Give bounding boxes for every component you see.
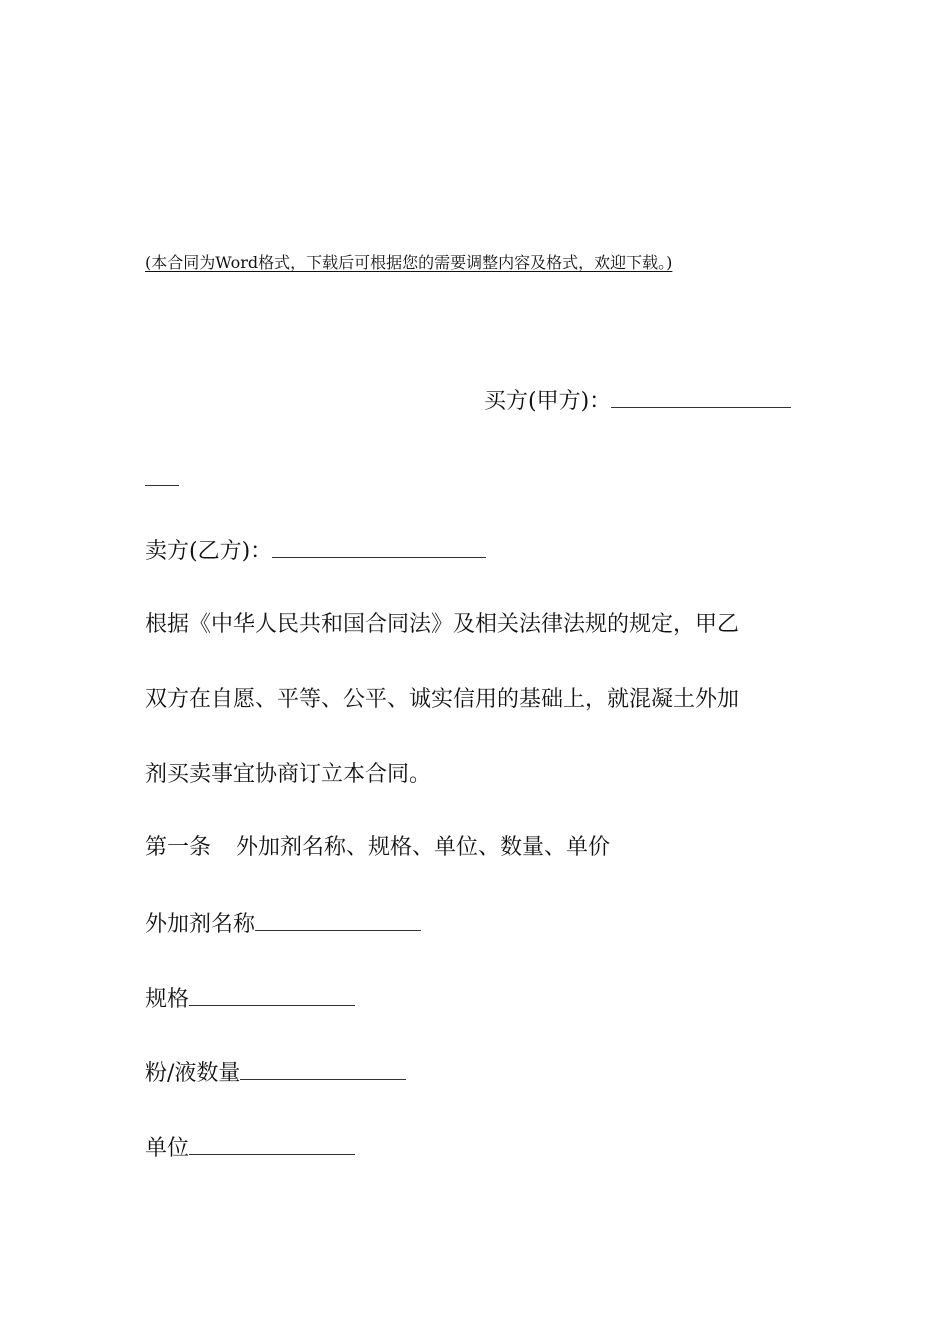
paragraph-line-2: 双方在自愿、平等、公平、诚实信用的基础上，就混凝土外加 (145, 687, 740, 712)
seller-label: 卖方(乙方)： (145, 539, 273, 564)
buyer-blank (611, 385, 791, 408)
paragraph-line-1: 根据《中华人民共和国合同法》及相关法律法规的规定，甲乙 (145, 612, 740, 637)
field-label: 外加剂名称 (145, 912, 256, 937)
field-specification (145, 983, 355, 1015)
buyer-blank-continued (145, 485, 179, 486)
field-unit (145, 1132, 355, 1164)
seller-blank (272, 535, 486, 558)
paragraph-line-3: 剂买卖事宜协商订立本合同。 (145, 762, 432, 787)
buyer-line (484, 385, 791, 417)
field-quantity (145, 1057, 406, 1089)
field-label: 粉/液数量 (145, 1061, 241, 1086)
field-blank (255, 908, 421, 931)
field-blank (189, 1132, 355, 1155)
field-blank (189, 983, 355, 1006)
field-label: 单位 (145, 1136, 190, 1161)
format-note: (本合同为Word格式，下载后可根据您的需要调整内容及格式，欢迎下载。) (145, 253, 673, 272)
buyer-label: 买方(甲方)： (484, 389, 612, 414)
field-blank (240, 1057, 406, 1080)
seller-line (145, 535, 486, 567)
article-1-title: 外加剂名称、规格、单位、数量、单价 (236, 835, 611, 860)
field-additive-name (145, 908, 421, 940)
article-1-heading (145, 833, 610, 863)
field-label: 规格 (145, 987, 190, 1012)
article-1-number: 第一条 (145, 835, 212, 860)
